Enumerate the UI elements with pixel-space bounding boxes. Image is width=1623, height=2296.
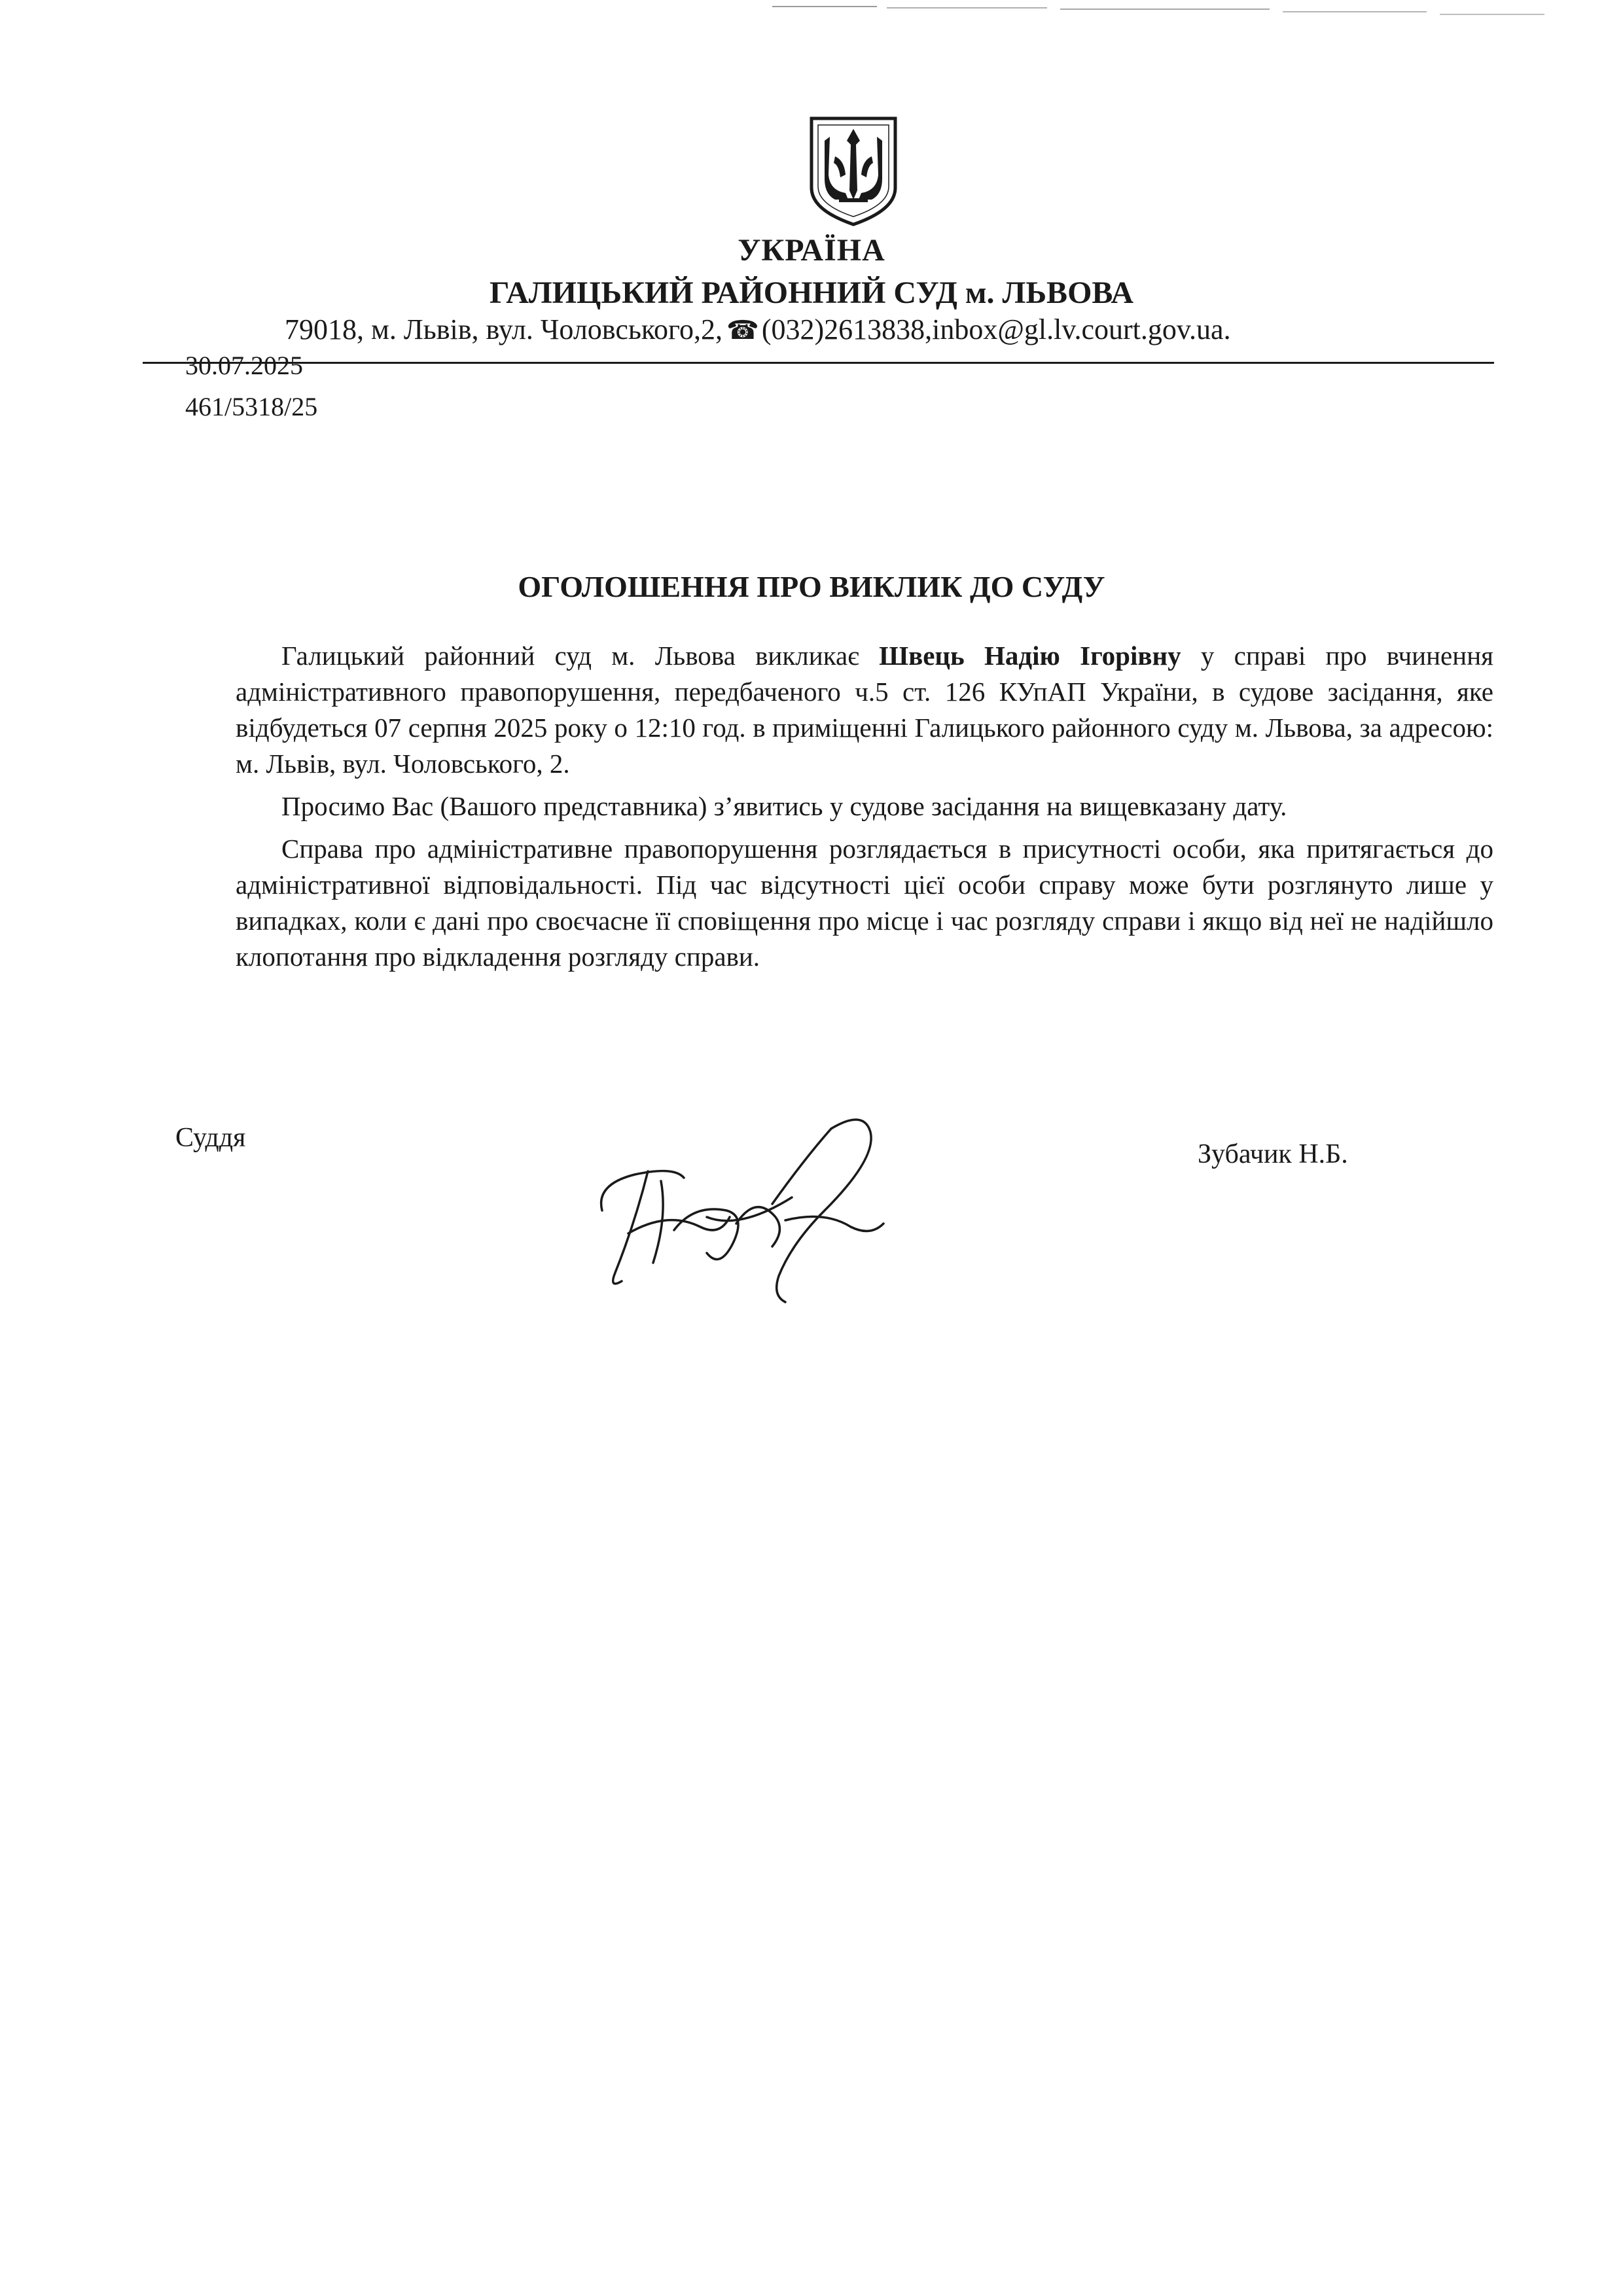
summons-details: у справі про вчинення адміністративного правопорушення, передбаченого ч.5 ст. 126 КУпАП України, в судове засідання, яке відбудеться 07 серпня 2025 року о 12:10 год. в приміщенні Галицького районного суду м. Львова, за адресою: м. Львів, вул. Чоловського, 2. (236, 641, 1493, 779)
notice-paragraph-request: Просимо Вас (Вашого представника) з’явитись у судове засідання на вищевказану дату. (281, 791, 1287, 821)
judge-name: Зубачик Н.Б. (1198, 1139, 1348, 1169)
case-number: 461/5318/25 (185, 392, 318, 421)
document-date: 30.07.2025 (185, 351, 303, 380)
telephone-icon: ☎ (726, 315, 759, 345)
summons-intro: Галицький районний суд м. Львова викликає (281, 641, 880, 671)
document-title: ОГОЛОШЕННЯ ПРО ВИКЛИК ДО СУДУ (518, 570, 1105, 603)
notice-paragraph-summons (236, 638, 1493, 782)
trident-emblem-icon (806, 115, 901, 227)
notice-body (236, 638, 1493, 981)
country-name: УКРАЇНА (738, 233, 885, 268)
court-email: inbox@gl.lv.court.gov.ua. (932, 313, 1231, 345)
scan-marks (772, 0, 1544, 20)
court-phone: (032)2613838, (761, 313, 933, 345)
court-name: ГАЛИЦЬКИЙ РАЙОННИЙ СУД м. ЛЬВОВА (489, 275, 1134, 310)
judge-role: Суддя (175, 1123, 246, 1153)
notice-paragraph-procedure: Справа про адміністративне правопорушення розглядається в присутності особи, яка притягається до адміністративної відповідальності. Під час відсутності цієї особи справу може бути розглянуто лише у випадках, коли є дані про своєчасне її сповіщення про місце і час розгляду справи і якщо від неї не надійшло клопотання про відкладення розгляду справи. (236, 834, 1493, 972)
court-address: 79018, м. Львів, вул. Чоловського,2, (285, 313, 723, 345)
header-divider (143, 362, 1494, 364)
court-address-line (285, 313, 1231, 346)
judge-signature (576, 1112, 916, 1322)
defendant-name: Швець Надію Ігорівну (879, 641, 1181, 671)
